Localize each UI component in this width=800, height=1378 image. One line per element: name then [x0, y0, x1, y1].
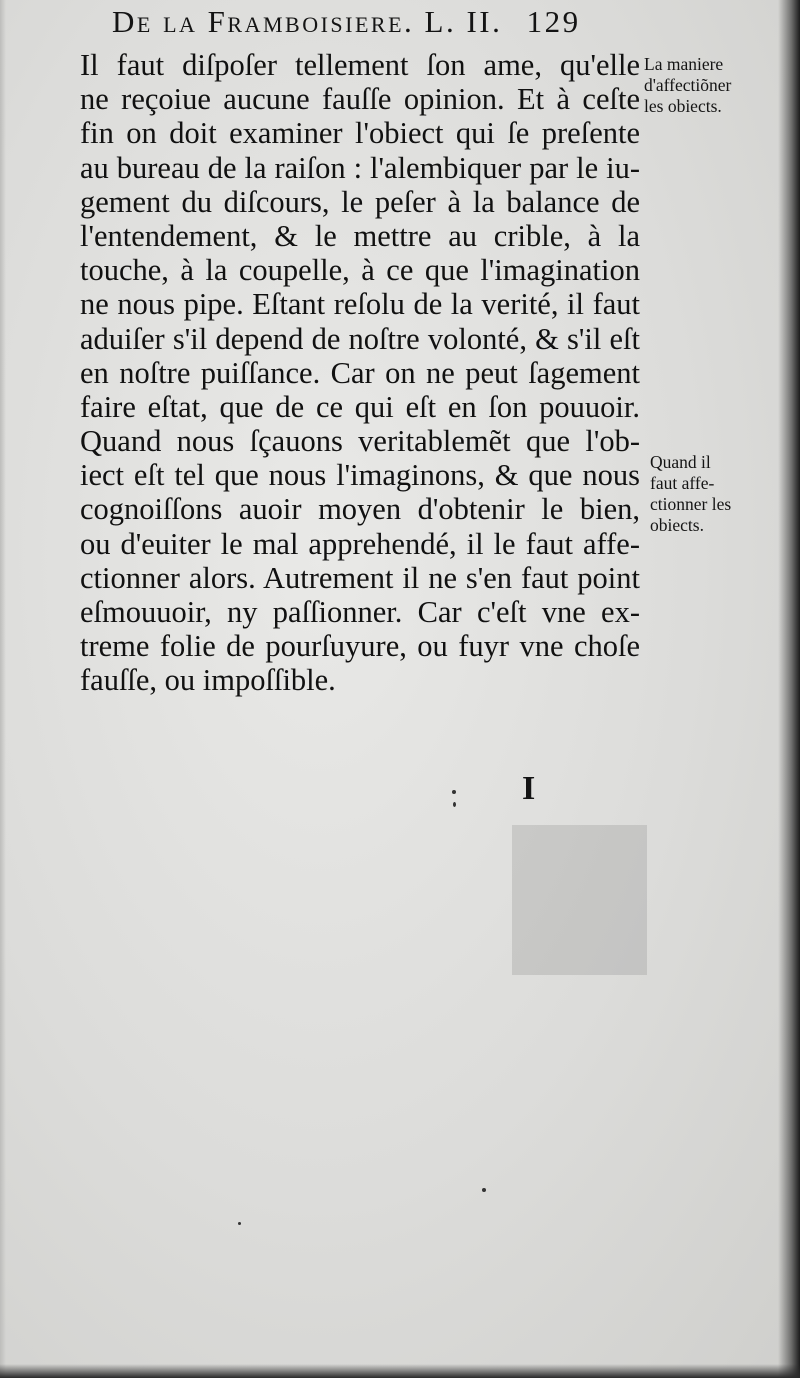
text-line: fauſſe, ou impoſſible. — [80, 663, 336, 698]
marginal-note-line: La maniere — [644, 54, 724, 74]
page-number: 129 — [526, 4, 581, 39]
text-line: faire eſtat, que de ce qui eſt en ſon pouuoir. — [80, 389, 640, 424]
bleed-through-woodcut — [512, 825, 647, 975]
marginal-note-line: Quand il — [650, 452, 711, 472]
text-line: Il faut diſpoſer tellement ſon ame, qu'elle — [80, 48, 640, 82]
text-line: Quand nous ſçauons veritablemẽt que l'ob- — [80, 424, 640, 459]
text-line: en noſtre puiſſance. Car on ne peut ſagement — [80, 355, 640, 390]
marginal-note-line: ctionner les — [650, 494, 732, 514]
marginal-note-line: les obiects. — [644, 96, 722, 116]
text-line: ou d'euiter le mal apprehendé, il le faut affe- — [80, 526, 640, 561]
ink-speck — [482, 1188, 486, 1192]
text-line: iect eſt tel que nous l'imaginons, & que nous — [80, 458, 640, 493]
text-line: eſmouuoir, ny paſſionner. Car c'eſt vne ex- — [80, 595, 640, 629]
text-line: cognoiſſons auoir moyen d'obtenir le bien, — [80, 492, 640, 527]
text-line: ne reçoiue aucune fauſſe opinion. Et à ceſte — [80, 82, 640, 117]
main-text-block — [80, 48, 640, 698]
marginal-note — [644, 54, 764, 117]
running-header — [112, 4, 642, 40]
text-line: touche, à la coupelle, à ce que l'imagination — [80, 253, 640, 288]
text-line: treme folie de pourſuyure, ou fuyr vne choſe — [80, 629, 640, 664]
marginal-note-line: d'affectiõner — [644, 75, 732, 95]
text-line: fin on doit examiner l'obiect qui ſe preſente — [80, 116, 640, 151]
page-bottom-edge — [0, 1364, 800, 1378]
page-right-edge — [778, 0, 800, 1378]
running-title: De la Framboisiere. L. II. — [112, 4, 503, 39]
text-line: ne nous pipe. Eſtant reſolu de la verité, il faut — [80, 287, 640, 322]
marginal-note-line: faut affe- — [650, 473, 715, 493]
marginal-note — [650, 452, 770, 536]
ink-speck — [238, 1222, 241, 1225]
text-line: l'entendement, & le mettre au crible, à la — [80, 218, 640, 253]
text-line: au bureau de la raiſon : l'alembiquer par le iu- — [80, 150, 640, 185]
ink-speck — [452, 790, 456, 794]
text-line: aduiſer s'il depend de noſtre volonté, & s'il eſt — [80, 321, 640, 356]
marginal-note-line: obiects. — [650, 515, 704, 535]
ink-speck — [453, 802, 456, 807]
page-left-edge — [0, 0, 6, 1378]
signature-mark: I — [522, 770, 536, 807]
text-line: ctionner alors. Autrement il ne s'en faut point — [80, 560, 640, 595]
text-line: gement du diſcours, le peſer à la balance de — [80, 184, 640, 219]
